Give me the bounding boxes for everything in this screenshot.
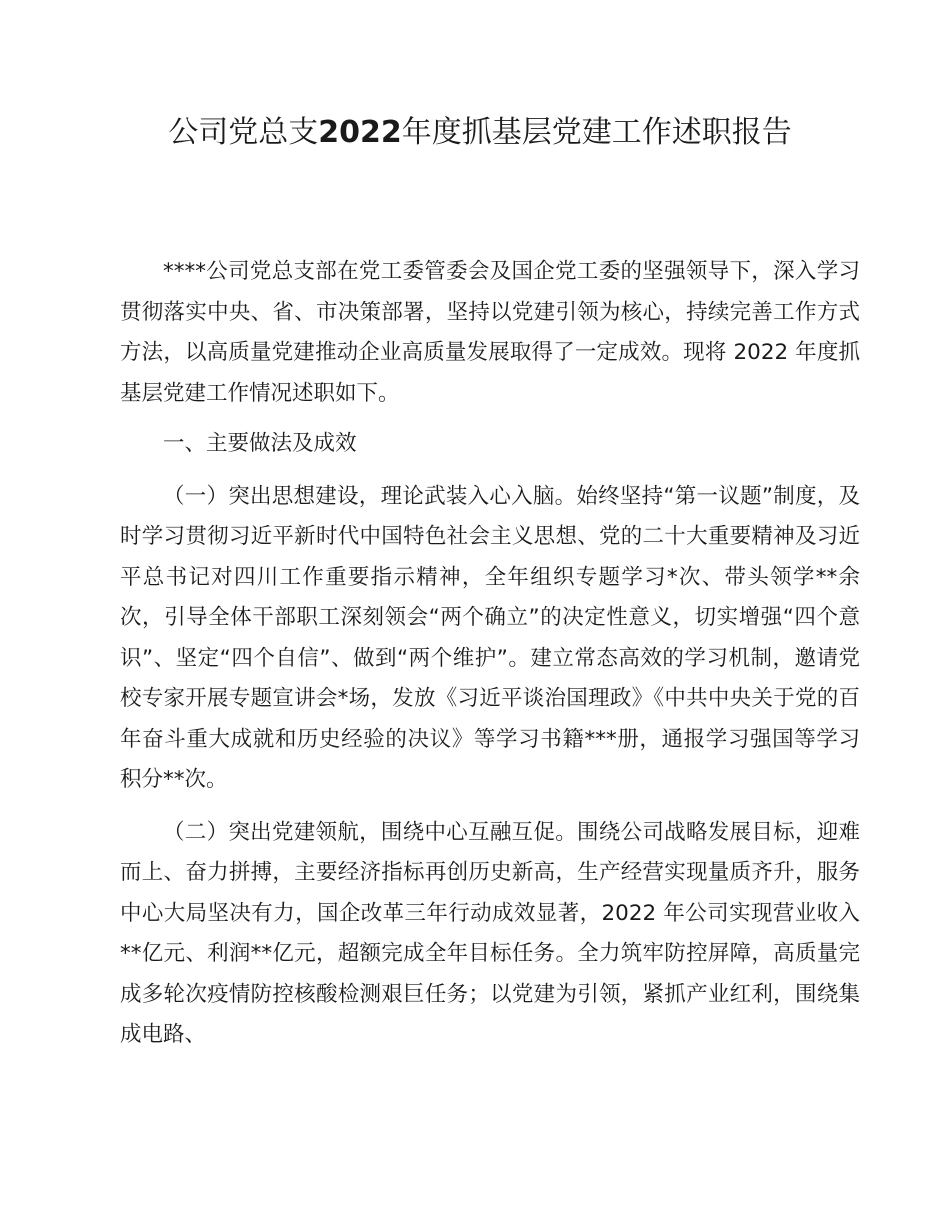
paragraph-party-building: （二）突出党建领航，围绕中心互融互促。围绕公司战略发展目标，迎难而上、奋力拼搏，主要经济指标再创历史新高，生产经营实现量质齐升，服务中心大局坚决有力，国企改革三年行动成效显著，2022 年公司实现营业收入**亿元、利润**亿元，超额完成全年目标任务。全力筑牢防控屏障，高质量完成多轮次疫情防控核酸检测艰巨任务；以党建为引领，紧抓产业红利，围绕集成电路、 xyxy=(120,819,860,1047)
page-title xyxy=(120,110,840,156)
title-suffix: 年度抓基层党建工作述职报告 xyxy=(401,115,792,150)
paragraph-ideology: （一）突出思想建设，理论武装入心入脑。始终坚持“第一议题”制度，及时学习贯彻习近平新时代中国特色社会主义思想、党的二十大重要精神及习近平总书记对四川工作重要指示精神，全年组织专题学习*次、带头领学**余次，引导全体干部职工深刻领会“两个确立”的决定性意义，切实增强“四个意识”、坚定“四个自信”、做到“两个维护”。建立常态高效的学习机制，邀请党校专家开展专题宣讲会*场，发放《习近平谈治国理政》《中共中央关于党的百年奋斗重大成就和历史经验的决议》等学习书籍***册，通报学习强国等学习积分**次。 xyxy=(120,483,860,792)
title-year: 2022 xyxy=(318,115,402,150)
document-body xyxy=(120,252,860,1056)
title-prefix: 公司党总支 xyxy=(168,115,319,150)
intro-paragraph: ****公司党总支部在党工委管委会及国企党工委的坚强领导下，深入学习贯彻落实中央、省、市决策部署，坚持以党建引领为核心，持续完善工作方式方法，以高质量党建推动企业高质量发展取得了一定成效。现将 2022 年度抓基层党建工作情况述职如下。 xyxy=(120,259,860,406)
section-heading: 一、主要做法及成效 xyxy=(163,431,357,456)
